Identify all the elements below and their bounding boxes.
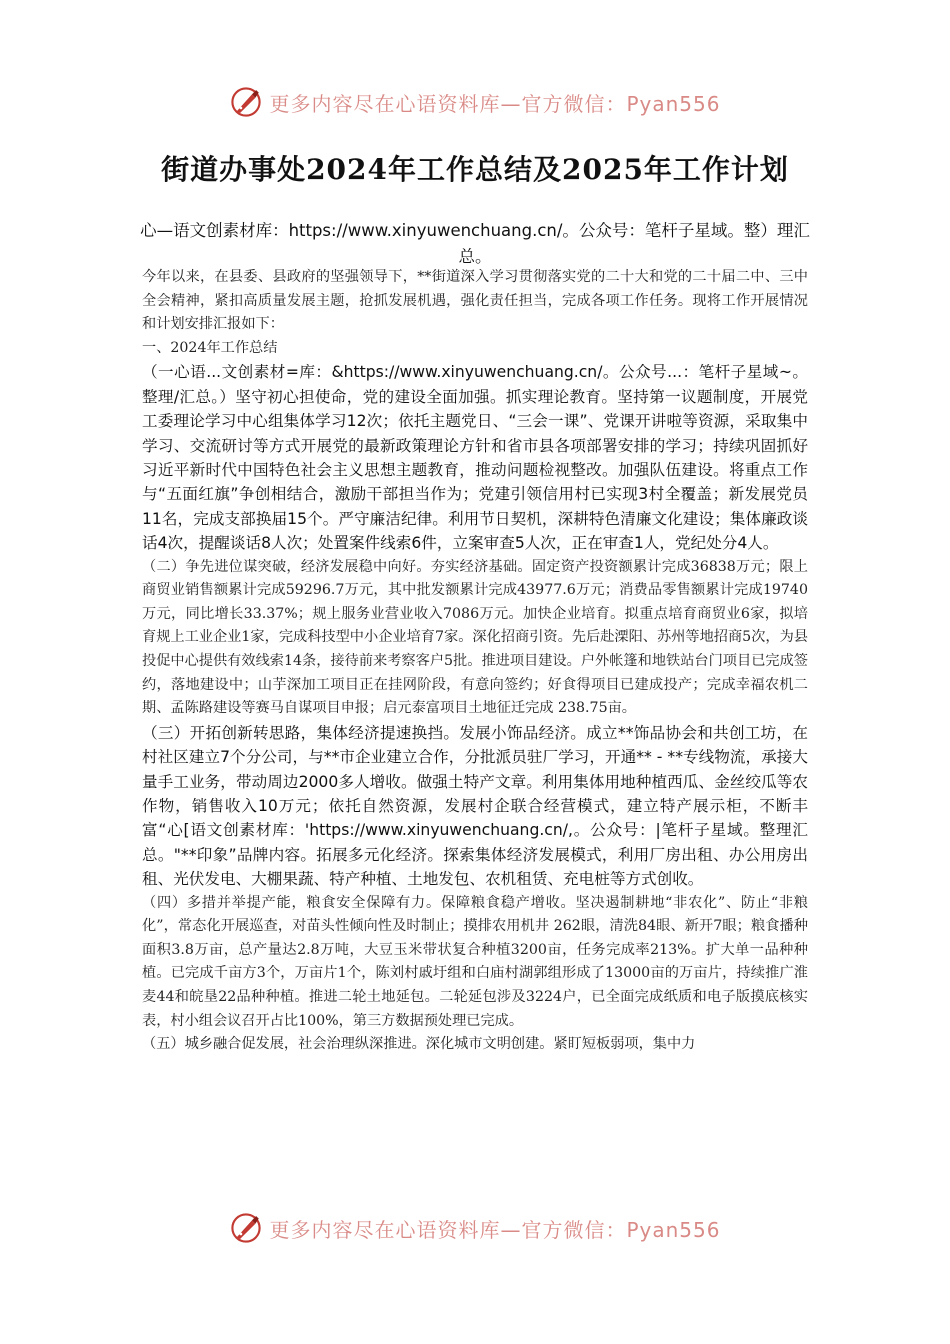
source-note: 心—语文创素材库：https://www.xinyuwenchuang.cn/。公众号：笔杆子星域。整）理汇总。 (140, 221, 810, 266)
watermark-banner-bottom (0, 1208, 950, 1248)
intro-paragraph: 今年以来，在县委、县政府的坚强领导下，**街道深入学习贯彻落实党的二十大和党的二十届二中、三中全会精神，紧扣高质量发展主题，抢抓发展机遇，强化责任担当，完成各项工作任务。现将工作开展情况和计划安排汇报如下： (142, 269, 808, 333)
watermark-text: 更多内容尽在心语资料库—官方微信：Pyan556 (269, 1217, 721, 1242)
pen-nib-logo-icon (229, 1211, 263, 1245)
watermark-text: 更多内容尽在心语资料库—官方微信：Pyan556 (269, 91, 721, 116)
paragraph-urban-rural: （五）城乡融合促发展，社会治理纵深推进。深化城市文明创建。紧盯短板弱项，集中力 (142, 1036, 696, 1053)
watermark-banner-top (0, 82, 950, 122)
document-title: 街道办事处2024年工作总结及2025年工作计划 (161, 153, 789, 186)
section-heading: 一、2024年工作总结 (142, 339, 278, 356)
paragraph-collective-economy: （三）开拓创新转思路，集体经济提速换挡。发展小饰品经济。成立**饰品协会和共创工坊，在村社区建立7个分公司，与**市企业建立合作，分批派员驻厂学习，开通** - **专线物流，承接大量手工业务，带动周边2000多人增收。做强土特产文章。利用集体用地种植西瓜、金丝绞瓜等农作物，销售收入10万元；依托自然资源，发展村企联合经营模式，建立特产展示柜，不断丰富“心[语文创素材库：'https://www.xinyuwenchuang.cn/,。公众号：|笔杆子星域。整理汇总。"**印象”品牌内容。拓展多元化经济。探索集体经济发展模式，利用厂房出租、办公用房出租、光伏发电、大棚果蔬、特产种植、土地发包、农机租赁、充电桩等方式创收。 (142, 723, 808, 889)
paragraph-food-security: （四）多措并举提产能，粮食安全保障有力。保障粮食稳产增收。坚决遏制耕地“非农化”、防止“非粮化”，常态化开展巡查，对苗头性倾向性及时制止；摸排农用机井 262眼，清洗84眼、新开7眼；粮食播种面积3.8万亩，总产量达2.8万吨，大豆玉米带状复合种植3200亩，任务完成率213%。扩大单一品种种植。已完成千亩方3个，万亩片1个，陈刘村戚圩组和白庙村湖郭组形成了13000亩的万亩片，持续推广淮麦44和皖垦22品种种植。推进二轮土地延包。二轮延包涉及3224户，已全面完成纸质和电子版摸底核实表，村小组会议召开占比100%，第三方数据预处理已完成。 (142, 894, 808, 1029)
document-body (142, 266, 808, 1057)
pen-nib-logo-icon (229, 85, 263, 119)
paragraph-economy: （二）争先进位谋突破，经济发展稳中向好。夯实经济基础。固定资产投资额累计完成36838万元；限上商贸业销售额累计完成59296.7万元，其中批发额累计完成43977.6万元；消费品零售额累计完成19740万元，同比增长33.37%；规上服务业营业收入7086万元。加快企业培育。拟重点培育商贸业6家，拟培育规上工业企业1家，完成科技型中小企业培育7家。深化招商引资。先后赴溧阳、苏州等地招商5次，为县投促中心提供有效线索14条，接待前来考察客户5批。推进项目建设。户外帐篷和地铁站台门项目已完成签约，落地建设中；山芋深加工项目正在挂网阶段，有意向签约；好食得项目已建成投产；完成幸福农机二期、孟陈路建设等赛马自谋项目申报；启元泰富项目土地征迁完成 238.75亩。 (142, 558, 808, 717)
paragraph-party-building: （一心语...文创素材=库：&https://www.xinyuwenchuang.cn/。公众号...：笔杆子星域~。整理/汇总。）坚守初心担使命，党的建设全面加强。抓实理论教育。坚持第一议题制度，开展党工委理论学习中心组集体学习12次；依托主题党日、“三会一课”、党课开讲啦等资源，采取集中学习、交流研讨等方式开展党的最新政策理论方针和省市县各项部署安排的学习；持续巩固抓好习近平新时代中国特色社会主义思想主题教育，推动问题检视整改。加强队伍建设。将重点工作与“五面红旗”争创相结合，激励干部担当作为；党建引领信用村已实现3村全覆盖；新发展党员11名，完成支部换届15个。严守廉洁纪律。利用节日契机，深耕特色清廉文化建设；集体廉政谈话4次，提醒谈话8人次；处置案件线索6件，立案审查5人次，正在审查1人，党纪处分4人。 (142, 363, 808, 553)
